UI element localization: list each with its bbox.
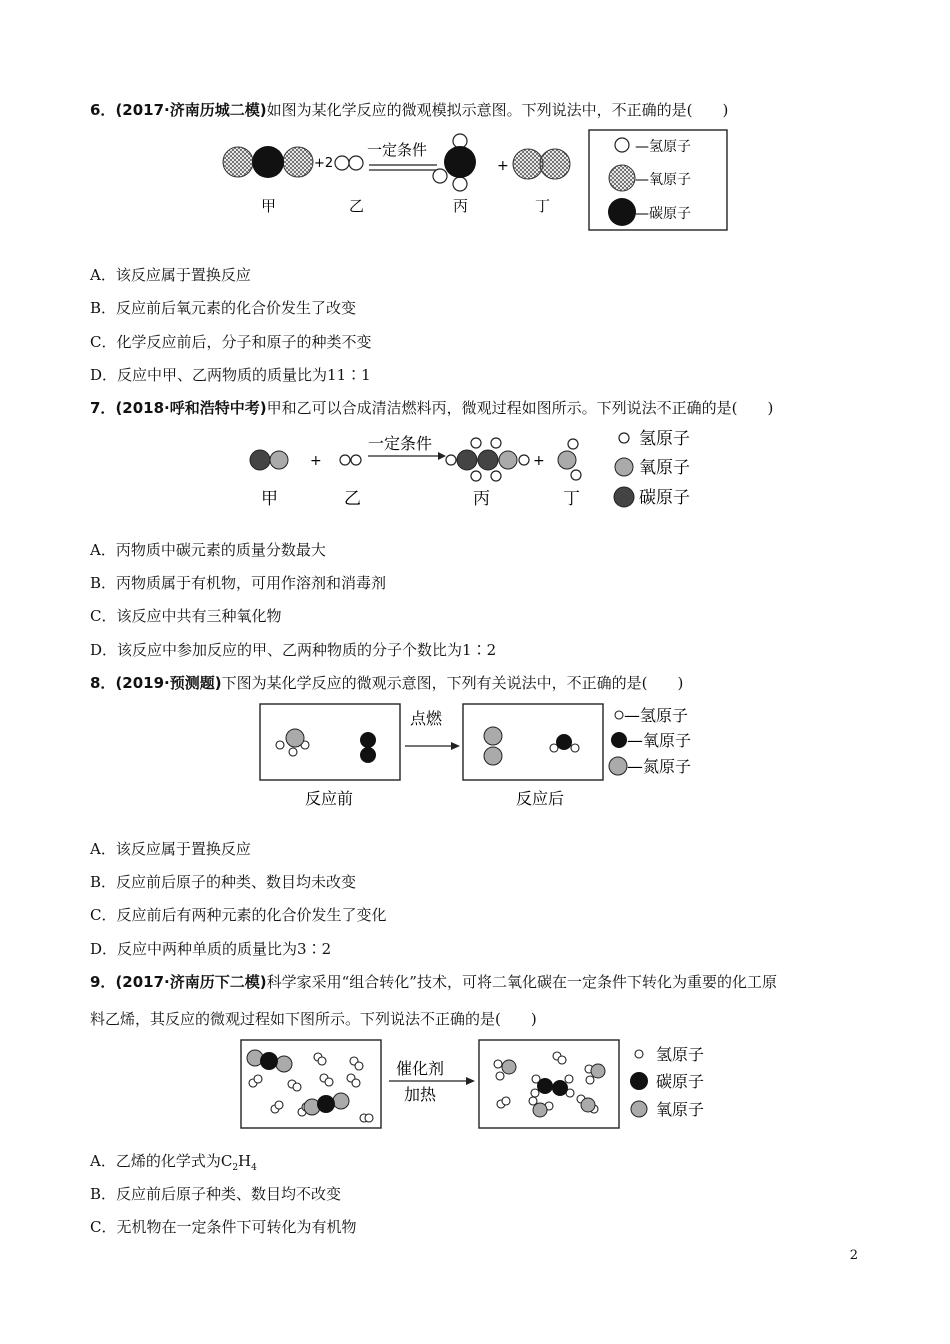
q8-legend-hydrogen: —氢原子 (624, 706, 689, 725)
q8-legend-hydrogen-icon (615, 711, 623, 719)
q8-ammonia-molecule (276, 729, 309, 756)
q7-molecule-jia (250, 450, 288, 470)
q6-legend-oxygen-icon (609, 165, 635, 191)
q6-number: 6． (90, 101, 116, 119)
q6-legend-oxygen: —氧原子 (635, 172, 691, 188)
q9-before-molecules (247, 1050, 373, 1122)
q6-legend-hydrogen: —氢原子 (635, 139, 691, 155)
q8-label-after: 反应后 (516, 789, 565, 808)
q8-number: 8． (90, 674, 116, 692)
q9-legend-carbon-icon (630, 1072, 648, 1090)
q7-plus-2: + (533, 453, 545, 469)
q6-molecule-yi (335, 156, 363, 170)
q9-number: 9． (90, 973, 116, 991)
q8-option-b[interactable]: B．反应前后原子的种类、数目均未改变 (90, 873, 357, 891)
q6-molecule-jia (223, 146, 313, 178)
q6-plus: + (497, 158, 509, 174)
q7-label-jia: 甲 (261, 489, 278, 509)
q6-legend-carbon: —碳原子 (635, 206, 691, 222)
q9-legend-hydrogen: 氢原子 (656, 1045, 705, 1064)
q9-stem-line2: 料乙烯，其反应的微观过程如下图所示。下列说法不正确的是( ) (90, 1010, 537, 1028)
q7-label-yi: 乙 (344, 489, 361, 509)
q7-molecule-ding (558, 439, 581, 480)
q6-label-yi: 乙 (349, 197, 365, 215)
q6-label-bing: 丙 (453, 197, 469, 215)
q9-legend-hydrogen-icon (635, 1050, 643, 1058)
q8-label-before: 反应前 (305, 789, 354, 808)
q7-condition: 一定条件 (368, 434, 433, 453)
q7-label-ding: 丁 (563, 489, 580, 509)
q8-oxygen-molecule (360, 732, 376, 763)
q6-option-b[interactable]: B．反应前后氧元素的化合价发生了改变 (90, 299, 357, 317)
q9-option-c[interactable]: C．无机物在一定条件下可转化为有机物 (90, 1218, 357, 1236)
q9-option-a-prefix: A．乙烯的化学式为C (90, 1152, 233, 1170)
q8-legend-nitrogen: —氮原子 (627, 757, 692, 776)
q6-coef: +2 (314, 156, 334, 171)
q8-legend-nitrogen-icon (609, 757, 627, 775)
q9-legend-oxygen: 氧原子 (656, 1100, 705, 1119)
q6-source: (2017·济南历城二模) (115, 101, 267, 119)
page-number: 2 (849, 1248, 858, 1263)
q9-after-molecules (494, 1052, 605, 1117)
q6-option-d[interactable]: D．反应中甲、乙两物质的质量比为11∶1 (90, 366, 371, 384)
q8-water-molecule (550, 734, 579, 752)
q8-legend-oxygen-icon (611, 732, 627, 748)
q7-source: (2018·呼和浩特中考) (115, 399, 267, 417)
q9-stem-line1 (90, 971, 777, 993)
q7-legend-hydrogen: 氢原子 (639, 429, 690, 449)
q7-molecule-bing (446, 438, 529, 481)
q9-option-a-mid: H (238, 1152, 252, 1170)
q6-molecule-bing (433, 134, 476, 191)
q9-source: (2017·济南历下二模) (115, 973, 267, 991)
q7-option-a[interactable]: A．丙物质中碳元素的质量分数最大 (90, 541, 326, 559)
q8-stem (90, 672, 683, 694)
q7-plus-1: + (310, 453, 322, 469)
q7-number: 7． (90, 399, 116, 417)
q7-stem-text: 甲和乙可以合成清洁燃料丙，微观过程如图所示。下列说法不正确的是( ) (266, 399, 774, 417)
q9-stem-text-1: 科学家采用“组合转化”技术，可将二氧化碳在一定条件下转化为重要的化工原 (266, 973, 777, 991)
q8-option-c[interactable]: C．反应前后有两种元素的化合价发生了变化 (90, 906, 387, 924)
q7-option-b[interactable]: B．丙物质属于有机物，可用作溶剂和消毒剂 (90, 574, 387, 592)
q6-molecule-ding (513, 149, 570, 179)
q8-legend-oxygen: —氧原子 (627, 731, 692, 750)
q8-nitrogen-molecule (484, 727, 502, 765)
q8-figure (255, 700, 705, 812)
q8-option-d[interactable]: D．反应中两种单质的质量比为3∶2 (90, 940, 332, 958)
q9-legend-oxygen-icon (631, 1101, 647, 1117)
q7-figure (240, 425, 720, 513)
q6-option-c[interactable]: C．化学反应前后，分子和原子的种类不变 (90, 333, 372, 351)
q9-legend-carbon: 碳原子 (656, 1072, 705, 1091)
q9-option-a-sub1: 2 (232, 1163, 239, 1173)
q9-option-a[interactable] (90, 1150, 257, 1179)
q7-legend-carbon-icon (614, 487, 634, 507)
q6-stem (90, 99, 728, 121)
q9-option-b[interactable]: B．反应前后原子种类、数目均不改变 (90, 1185, 342, 1203)
q6-option-a[interactable]: A．该反应属于置换反应 (90, 266, 251, 284)
q7-label-bing: 丙 (473, 489, 490, 509)
q9-figure (236, 1036, 720, 1132)
q6-stem-text: 如图为某化学反应的微观模拟示意图。下列说法中，不正确的是( ) (266, 101, 729, 119)
q8-source: (2019·预测题) (115, 674, 222, 692)
q8-option-a[interactable]: A．该反应属于置换反应 (90, 840, 251, 858)
q7-legend-carbon: 碳原子 (639, 488, 690, 508)
q8-condition: 点燃 (410, 709, 443, 728)
q8-stem-text: 下图为某化学反应的微观示意图，下列有关说法中，不正确的是( ) (221, 674, 684, 692)
q7-legend-oxygen-icon (615, 458, 633, 476)
q6-legend-hydrogen-icon (615, 138, 629, 152)
q7-option-c[interactable]: C．该反应中共有三种氧化物 (90, 607, 282, 625)
q6-label-ding: 丁 (535, 197, 551, 215)
q7-molecule-yi (340, 455, 361, 465)
q7-legend-hydrogen-icon (619, 433, 629, 443)
q7-legend-oxygen: 氧原子 (639, 458, 690, 478)
q6-legend-carbon-icon (608, 198, 636, 226)
q9-condition-catalyst: 催化剂 (396, 1059, 445, 1078)
q7-stem (90, 397, 773, 419)
q6-figure (215, 128, 735, 234)
q6-label-jia: 甲 (261, 197, 277, 215)
q7-option-d[interactable]: D．该反应中参加反应的甲、乙两种物质的分子个数比为1∶2 (90, 641, 497, 659)
q9-condition-heat: 加热 (404, 1085, 437, 1104)
q6-condition: 一定条件 (367, 141, 428, 159)
q9-option-a-sub2: 4 (251, 1163, 257, 1173)
q8-after-box (463, 704, 603, 780)
